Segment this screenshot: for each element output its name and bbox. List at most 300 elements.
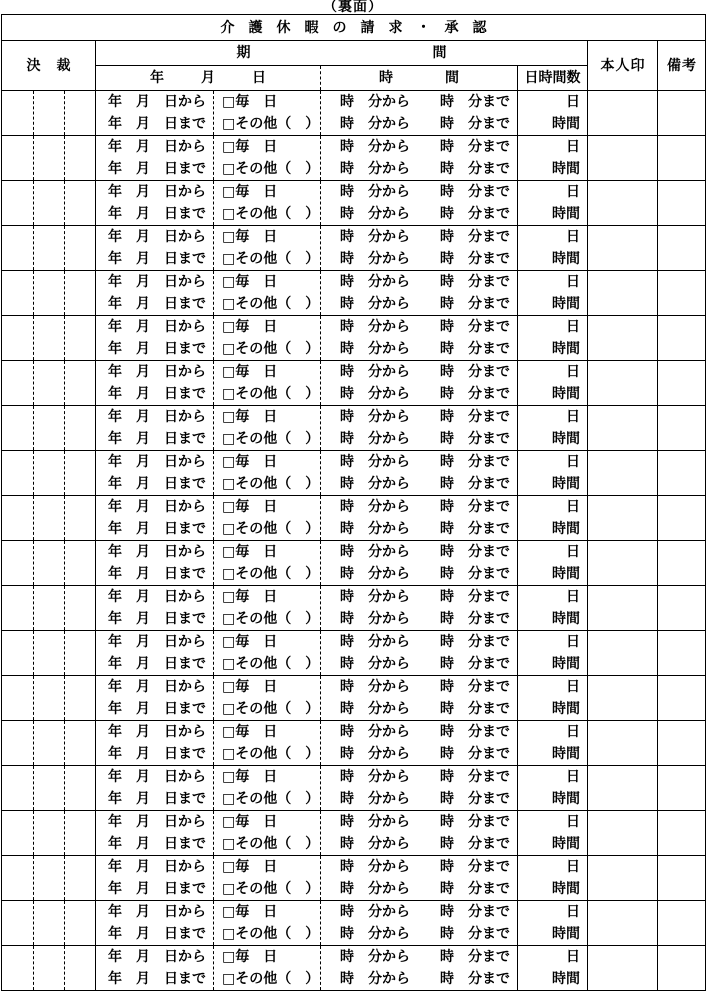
daily-option: □毎 日 xyxy=(222,364,278,380)
daily-option: □毎 日 xyxy=(222,814,278,830)
frequency-cell xyxy=(214,856,321,901)
time-range-cell xyxy=(321,361,518,406)
approval-stamp-box xyxy=(65,361,96,406)
time-line xyxy=(340,451,517,473)
hours-unit-text: 時間 xyxy=(552,971,580,987)
hours-unit-text: 時間 xyxy=(552,701,580,717)
time-from-text: 時 分から xyxy=(340,926,410,942)
time-to-text: 時 分まで xyxy=(440,926,510,942)
date-range-cell xyxy=(96,901,214,946)
approval-stamp-box xyxy=(34,766,65,811)
other-option: □その他（ ） xyxy=(222,386,320,402)
time-to-text: 時 分まで xyxy=(440,566,510,582)
time-line xyxy=(340,248,517,270)
date-range-cell xyxy=(96,496,214,541)
seal-cell xyxy=(588,406,658,451)
remarks-cell xyxy=(658,496,706,541)
time-from-text: 時 分から xyxy=(340,184,410,200)
seal-cell xyxy=(588,226,658,271)
remarks-cell xyxy=(658,901,706,946)
daily-option: □毎 日 xyxy=(222,949,278,965)
time-range-cell xyxy=(321,451,518,496)
time-to-text: 時 分まで xyxy=(440,296,510,312)
time-from-text: 時 分から xyxy=(340,769,410,785)
hours-unit-text: 時間 xyxy=(552,656,580,672)
date-to-text: 年 月 日まで xyxy=(108,746,206,762)
time-line xyxy=(340,91,517,113)
seal-cell xyxy=(588,316,658,361)
time-from-text: 時 分から xyxy=(340,611,410,627)
approval-stamp-box xyxy=(2,181,34,226)
time-to-text: 時 分まで xyxy=(440,881,510,897)
seal-cell xyxy=(588,946,658,991)
date-to-text: 年 月 日まで xyxy=(108,251,206,267)
remarks-header-cell xyxy=(658,41,706,91)
leave-entry-row xyxy=(2,856,706,901)
time-from-text: 時 分から xyxy=(340,634,410,650)
time-from-text: 時 分から xyxy=(340,296,410,312)
day-hour-count-cell xyxy=(518,136,588,181)
day-hour-count-cell xyxy=(518,226,588,271)
approval-stamp-box xyxy=(34,136,65,181)
other-option: □その他（ ） xyxy=(222,431,320,447)
days-unit-text: 日 xyxy=(566,589,580,605)
time-from-text: 時 分から xyxy=(340,454,410,470)
frequency-cell xyxy=(214,631,321,676)
hours-unit-text: 時間 xyxy=(552,116,580,132)
leave-entry-row xyxy=(2,91,706,136)
seal-cell xyxy=(588,271,658,316)
date-range-cell xyxy=(96,226,214,271)
approval-stamp-box xyxy=(34,586,65,631)
daily-option: □毎 日 xyxy=(222,409,278,425)
other-option: □その他（ ） xyxy=(222,521,320,537)
time-from-text: 時 分から xyxy=(340,161,410,177)
day-hour-count-cell xyxy=(518,541,588,586)
time-range-cell xyxy=(321,811,518,856)
time-to-text: 時 分まで xyxy=(440,161,510,177)
seal-header: 本人印 xyxy=(600,57,646,74)
time-to-text: 時 分まで xyxy=(440,746,510,762)
approval-stamp-box xyxy=(65,946,96,991)
date-from-text: 年 月 日から xyxy=(108,634,206,650)
date-range-cell xyxy=(96,91,214,136)
time-range-cell xyxy=(321,766,518,811)
seal-cell xyxy=(588,676,658,721)
day-hour-count-cell xyxy=(518,676,588,721)
time-to-text: 時 分まで xyxy=(440,544,510,560)
other-option: □その他（ ） xyxy=(222,206,320,222)
time-from-text: 時 分から xyxy=(340,364,410,380)
time-to-text: 時 分まで xyxy=(440,184,510,200)
other-option: □その他（ ） xyxy=(222,341,320,357)
date-from-text: 年 月 日から xyxy=(108,814,206,830)
time-to-text: 時 分まで xyxy=(440,229,510,245)
other-option: □その他（ ） xyxy=(222,701,320,717)
days-unit-text: 日 xyxy=(566,544,580,560)
frequency-cell xyxy=(214,316,321,361)
day-hour-count-cell xyxy=(518,856,588,901)
date-from-text: 年 月 日から xyxy=(108,184,206,200)
hours-unit-text: 時間 xyxy=(552,476,580,492)
remarks-cell xyxy=(658,766,706,811)
approval-stamp-box xyxy=(2,136,34,181)
days-unit-text: 日 xyxy=(566,94,580,110)
approval-stamp-box xyxy=(65,766,96,811)
time-line xyxy=(340,428,517,450)
date-to-text: 年 月 日まで xyxy=(108,206,206,222)
leave-entry-row xyxy=(2,631,706,676)
approval-stamp-box xyxy=(2,316,34,361)
date-to-text: 年 月 日まで xyxy=(108,926,206,942)
approval-stamp-box xyxy=(34,946,65,991)
time-line xyxy=(340,361,517,383)
other-option: □その他（ ） xyxy=(222,251,320,267)
date-from-text: 年 月 日から xyxy=(108,319,206,335)
remarks-cell xyxy=(658,181,706,226)
leave-entry-row xyxy=(2,226,706,271)
time-from-text: 時 分から xyxy=(340,566,410,582)
approval-stamp-box xyxy=(34,226,65,271)
time-line xyxy=(340,586,517,608)
form-title: 介 護 休 暇 の 請 求 ・ 承 認 xyxy=(220,19,487,36)
time-from-text: 時 分から xyxy=(340,724,410,740)
date-header-cell xyxy=(96,66,321,91)
approval-stamp-box xyxy=(65,721,96,766)
remarks-cell xyxy=(658,856,706,901)
daily-option: □毎 日 xyxy=(222,94,278,110)
other-option: □その他（ ） xyxy=(222,971,320,987)
date-from-text: 年 月 日から xyxy=(108,364,206,380)
frequency-cell xyxy=(214,676,321,721)
hours-unit-text: 時間 xyxy=(552,161,580,177)
time-from-text: 時 分から xyxy=(340,656,410,672)
time-to-text: 時 分まで xyxy=(440,116,510,132)
seal-cell xyxy=(588,451,658,496)
remarks-cell xyxy=(658,451,706,496)
date-range-cell xyxy=(96,541,214,586)
approval-stamp-box xyxy=(2,586,34,631)
leave-entry-row xyxy=(2,676,706,721)
time-to-text: 時 分まで xyxy=(440,409,510,425)
time-line xyxy=(340,923,517,945)
frequency-cell xyxy=(214,136,321,181)
time-from-text: 時 分から xyxy=(340,431,410,447)
remarks-cell xyxy=(658,271,706,316)
other-option: □その他（ ） xyxy=(222,746,320,762)
approval-stamp-box xyxy=(2,226,34,271)
hours-unit-text: 時間 xyxy=(552,386,580,402)
time-range-cell xyxy=(321,586,518,631)
day-hour-count-cell xyxy=(518,811,588,856)
approval-stamp-box xyxy=(65,91,96,136)
time-range-cell xyxy=(321,676,518,721)
frequency-cell xyxy=(214,496,321,541)
day-hour-count-cell xyxy=(518,946,588,991)
time-from-text: 時 分から xyxy=(340,499,410,515)
leave-entry-row xyxy=(2,316,706,361)
day-hour-count-cell xyxy=(518,181,588,226)
time-line xyxy=(340,766,517,788)
seal-cell xyxy=(588,901,658,946)
seal-cell xyxy=(588,721,658,766)
time-to-text: 時 分まで xyxy=(440,521,510,537)
time-line xyxy=(340,406,517,428)
time-to-text: 時 分まで xyxy=(440,206,510,222)
day-hour-count-cell xyxy=(518,406,588,451)
date-to-text: 年 月 日まで xyxy=(108,341,206,357)
seal-cell xyxy=(588,631,658,676)
time-line xyxy=(340,653,517,675)
date-range-cell xyxy=(96,406,214,451)
daily-option: □毎 日 xyxy=(222,544,278,560)
reverse-side-label: （裏面） xyxy=(323,0,383,15)
leave-entry-row xyxy=(2,406,706,451)
daily-option: □毎 日 xyxy=(222,454,278,470)
days-unit-text: 日 xyxy=(566,409,580,425)
date-from-text: 年 月 日から xyxy=(108,859,206,875)
time-line xyxy=(340,226,517,248)
time-from-text: 時 分から xyxy=(340,971,410,987)
time-to-text: 時 分まで xyxy=(440,139,510,155)
day-hour-count-cell xyxy=(518,271,588,316)
time-to-text: 時 分まで xyxy=(440,94,510,110)
approval-stamp-box xyxy=(65,901,96,946)
frequency-cell xyxy=(214,451,321,496)
frequency-cell xyxy=(214,271,321,316)
day-hour-count-header: 日時間数 xyxy=(524,70,581,86)
time-to-text: 時 分まで xyxy=(440,431,510,447)
hours-unit-text: 時間 xyxy=(552,881,580,897)
time-to-text: 時 分まで xyxy=(440,319,510,335)
other-option: □その他（ ） xyxy=(222,926,320,942)
day-hour-count-header-cell xyxy=(518,66,588,91)
date-from-text: 年 月 日から xyxy=(108,769,206,785)
time-line xyxy=(340,316,517,338)
date-from-text: 年 月 日から xyxy=(108,274,206,290)
hours-unit-text: 時間 xyxy=(552,431,580,447)
day-hour-count-cell xyxy=(518,901,588,946)
remarks-cell xyxy=(658,226,706,271)
approval-stamp-box xyxy=(65,856,96,901)
remarks-cell xyxy=(658,91,706,136)
leave-entry-row xyxy=(2,721,706,766)
time-line xyxy=(340,181,517,203)
approval-stamp-box xyxy=(65,226,96,271)
seal-cell xyxy=(588,766,658,811)
remarks-cell xyxy=(658,406,706,451)
nursing-care-leave-table xyxy=(1,14,706,991)
date-range-cell xyxy=(96,721,214,766)
date-range-cell xyxy=(96,946,214,991)
time-to-text: 時 分まで xyxy=(440,341,510,357)
approval-stamp-box xyxy=(2,91,34,136)
date-from-text: 年 月 日から xyxy=(108,589,206,605)
day-hour-count-cell xyxy=(518,316,588,361)
day-hour-count-cell xyxy=(518,451,588,496)
time-to-text: 時 分まで xyxy=(440,791,510,807)
seal-cell xyxy=(588,181,658,226)
approval-stamp-box xyxy=(34,271,65,316)
approval-stamp-box xyxy=(2,496,34,541)
time-line xyxy=(340,473,517,495)
leave-entry-row xyxy=(2,271,706,316)
leave-entry-row xyxy=(2,541,706,586)
approval-stamp-box xyxy=(34,451,65,496)
time-range-cell xyxy=(321,406,518,451)
time-from-text: 時 分から xyxy=(340,746,410,762)
approval-stamp-box xyxy=(65,631,96,676)
leave-entry-row xyxy=(2,901,706,946)
daily-option: □毎 日 xyxy=(222,904,278,920)
approval-stamp-box xyxy=(34,406,65,451)
time-from-text: 時 分から xyxy=(340,116,410,132)
time-from-text: 時 分から xyxy=(340,544,410,560)
date-to-text: 年 月 日まで xyxy=(108,566,206,582)
seal-cell xyxy=(588,136,658,181)
date-to-text: 年 月 日まで xyxy=(108,836,206,852)
frequency-cell xyxy=(214,226,321,271)
leave-entries xyxy=(2,91,706,991)
approval-stamp-box xyxy=(65,541,96,586)
time-range-cell xyxy=(321,631,518,676)
daily-option: □毎 日 xyxy=(222,589,278,605)
daily-option: □毎 日 xyxy=(222,319,278,335)
other-option: □その他（ ） xyxy=(222,296,320,312)
time-to-text: 時 分まで xyxy=(440,679,510,695)
hours-unit-text: 時間 xyxy=(552,926,580,942)
approval-stamp-box xyxy=(65,586,96,631)
date-to-text: 年 月 日まで xyxy=(108,701,206,717)
approval-stamp-box xyxy=(65,316,96,361)
time-range-cell xyxy=(321,136,518,181)
leave-entry-row xyxy=(2,766,706,811)
time-line xyxy=(340,271,517,293)
time-to-text: 時 分まで xyxy=(440,386,510,402)
approval-stamp-box xyxy=(65,271,96,316)
date-from-text: 年 月 日から xyxy=(108,949,206,965)
hours-unit-text: 時間 xyxy=(552,566,580,582)
days-unit-text: 日 xyxy=(566,769,580,785)
days-unit-text: 日 xyxy=(566,904,580,920)
day-hour-count-cell xyxy=(518,631,588,676)
approval-stamp-box xyxy=(2,271,34,316)
time-from-text: 時 分から xyxy=(340,701,410,717)
date-to-text: 年 月 日まで xyxy=(108,431,206,447)
leave-entry-row xyxy=(2,946,706,991)
time-line xyxy=(340,968,517,990)
time-from-text: 時 分から xyxy=(340,836,410,852)
approval-stamp-box xyxy=(34,181,65,226)
remarks-cell xyxy=(658,721,706,766)
time-from-text: 時 分から xyxy=(340,206,410,222)
time-line xyxy=(340,856,517,878)
day-hour-count-cell xyxy=(518,766,588,811)
date-range-cell xyxy=(96,181,214,226)
days-unit-text: 日 xyxy=(566,454,580,470)
remarks-cell xyxy=(658,586,706,631)
approval-stamp-box xyxy=(2,676,34,721)
time-line xyxy=(340,338,517,360)
seal-cell xyxy=(588,586,658,631)
time-from-text: 時 分から xyxy=(340,409,410,425)
approval-stamp-box xyxy=(65,451,96,496)
date-range-cell xyxy=(96,586,214,631)
time-line xyxy=(340,203,517,225)
approval-stamp-box xyxy=(34,541,65,586)
days-unit-text: 日 xyxy=(566,499,580,515)
time-from-text: 時 分から xyxy=(340,679,410,695)
approval-stamp-box xyxy=(34,856,65,901)
approval-stamp-box xyxy=(2,901,34,946)
date-range-cell xyxy=(96,676,214,721)
time-to-text: 時 分まで xyxy=(440,476,510,492)
time-from-text: 時 分から xyxy=(340,791,410,807)
date-header: 年 月 日 xyxy=(150,70,269,86)
date-to-text: 年 月 日まで xyxy=(108,656,206,672)
hours-unit-text: 時間 xyxy=(552,611,580,627)
daily-option: □毎 日 xyxy=(222,724,278,740)
date-from-text: 年 月 日から xyxy=(108,904,206,920)
time-line xyxy=(340,541,517,563)
date-from-text: 年 月 日から xyxy=(108,724,206,740)
hours-unit-text: 時間 xyxy=(552,341,580,357)
other-option: □その他（ ） xyxy=(222,656,320,672)
time-line xyxy=(340,563,517,585)
time-to-text: 時 分まで xyxy=(440,769,510,785)
time-range-cell xyxy=(321,496,518,541)
time-line xyxy=(340,293,517,315)
hours-unit-text: 時間 xyxy=(552,836,580,852)
time-line xyxy=(340,631,517,653)
approval-stamp-box xyxy=(34,316,65,361)
daily-option: □毎 日 xyxy=(222,769,278,785)
time-to-text: 時 分まで xyxy=(440,836,510,852)
table-header xyxy=(2,15,706,91)
time-range-cell xyxy=(321,901,518,946)
approval-stamp-box xyxy=(65,676,96,721)
approval-stamp-box xyxy=(2,451,34,496)
date-to-text: 年 月 日まで xyxy=(108,116,206,132)
seal-cell xyxy=(588,496,658,541)
days-unit-text: 日 xyxy=(566,274,580,290)
time-from-text: 時 分から xyxy=(340,139,410,155)
approval-stamp-box xyxy=(2,856,34,901)
approval-stamp-box xyxy=(2,946,34,991)
date-from-text: 年 月 日から xyxy=(108,544,206,560)
date-range-cell xyxy=(96,271,214,316)
approval-stamp-box xyxy=(2,766,34,811)
date-from-text: 年 月 日から xyxy=(108,679,206,695)
time-header-cell xyxy=(321,66,518,91)
time-from-text: 時 分から xyxy=(340,319,410,335)
date-from-text: 年 月 日から xyxy=(108,409,206,425)
frequency-cell xyxy=(214,946,321,991)
date-from-text: 年 月 日から xyxy=(108,454,206,470)
approval-stamp-box xyxy=(34,91,65,136)
other-option: □その他（ ） xyxy=(222,836,320,852)
time-range-cell xyxy=(321,181,518,226)
time-to-text: 時 分まで xyxy=(440,656,510,672)
seal-cell xyxy=(588,811,658,856)
frequency-cell xyxy=(214,541,321,586)
time-from-text: 時 分から xyxy=(340,814,410,830)
date-to-text: 年 月 日まで xyxy=(108,161,206,177)
approval-header: 決 裁 xyxy=(26,57,72,74)
title-row xyxy=(2,15,706,41)
approval-stamp-box xyxy=(34,721,65,766)
date-to-text: 年 月 日まで xyxy=(108,296,206,312)
